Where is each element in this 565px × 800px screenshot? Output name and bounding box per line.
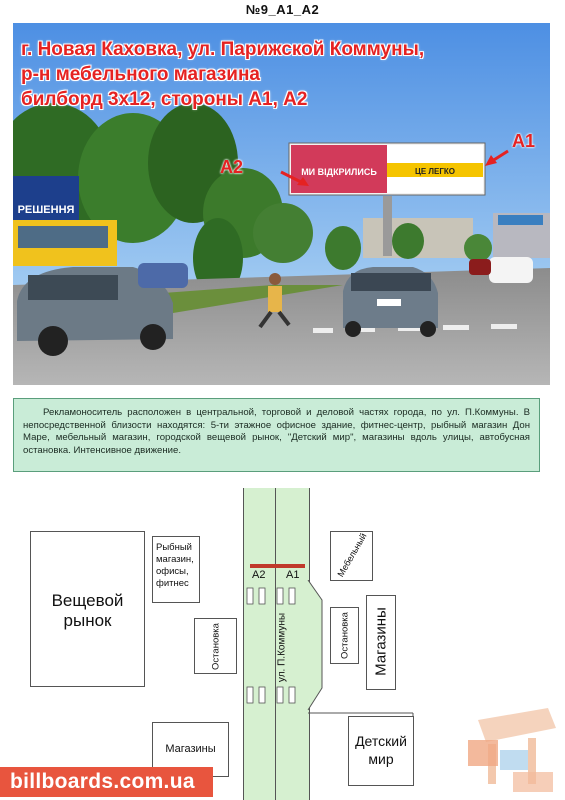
fish-shop-building xyxy=(152,536,200,603)
billboard-left-text: МИ ВІДКРИЛИСЬ xyxy=(301,167,377,177)
side-a2-label: А2 xyxy=(220,157,244,177)
fish-line-3: офисы, xyxy=(156,566,189,577)
bus-stop-left-label: Остановка xyxy=(210,623,222,670)
road-widening xyxy=(300,580,420,730)
bus-stop-right-label: Остановка xyxy=(339,612,351,659)
crosswalks xyxy=(243,585,308,707)
location-photo xyxy=(13,23,550,385)
watermark: billboards.com.ua xyxy=(0,767,213,797)
title-line-1: г. Новая Каховка, ул. Парижской Коммуны, xyxy=(21,39,425,60)
side-a1-label: А1 xyxy=(512,131,536,151)
furniture-store xyxy=(330,531,373,581)
furniture-label: Мебельный xyxy=(335,531,369,579)
shops-right-label: Магазины xyxy=(372,607,390,676)
market-building xyxy=(30,531,145,687)
billboard-right-text: ЦЕ ЛЕГКО xyxy=(415,167,455,176)
shop-sign: РЕШЕННЯ xyxy=(17,204,75,216)
map-a1-label: А1 xyxy=(286,569,300,581)
kids-line-2: мир xyxy=(368,751,394,767)
street-name: ул. П.Коммуны xyxy=(276,612,288,683)
kids-line-1: Детский xyxy=(355,733,407,749)
market-line-1: Вещевой xyxy=(51,591,124,610)
shops-right xyxy=(366,595,396,690)
billboard-logo-icon xyxy=(468,700,565,800)
location-description xyxy=(13,398,540,472)
bus-stop-left xyxy=(194,618,237,674)
shops-bottom-label: Магазины xyxy=(165,743,216,755)
page-code: №9_A1_A2 xyxy=(245,2,320,17)
kids-store xyxy=(348,716,414,786)
description-text: Рекламоноситель расположен в центральной, торговой и деловой частях города, по ул. П.Коммуны. В непосредственной близости находятся: 5-ти этажное офисное здание, фитнес-центр, рыбный магазин Дон Маре, мебельный магазин, городской вещевой рынок, "Детский мир", магазины вдоль улицы, автобусная остановка. Интенсивное движение. xyxy=(23,407,530,456)
fish-line-1: Рыбный xyxy=(156,542,192,553)
title-line-2: р-н мебельного магазина xyxy=(21,64,260,85)
market-line-2: рынок xyxy=(63,611,112,630)
bus-stop-right xyxy=(330,607,359,664)
fish-line-2: магазин, xyxy=(156,554,194,565)
title-line-3: билборд 3х12, стороны А1, А2 xyxy=(21,89,308,110)
billboard-marker xyxy=(250,564,305,568)
fish-line-4: фитнес xyxy=(156,578,189,589)
map-a2-label: А2 xyxy=(252,569,266,581)
photo-title xyxy=(21,37,546,112)
